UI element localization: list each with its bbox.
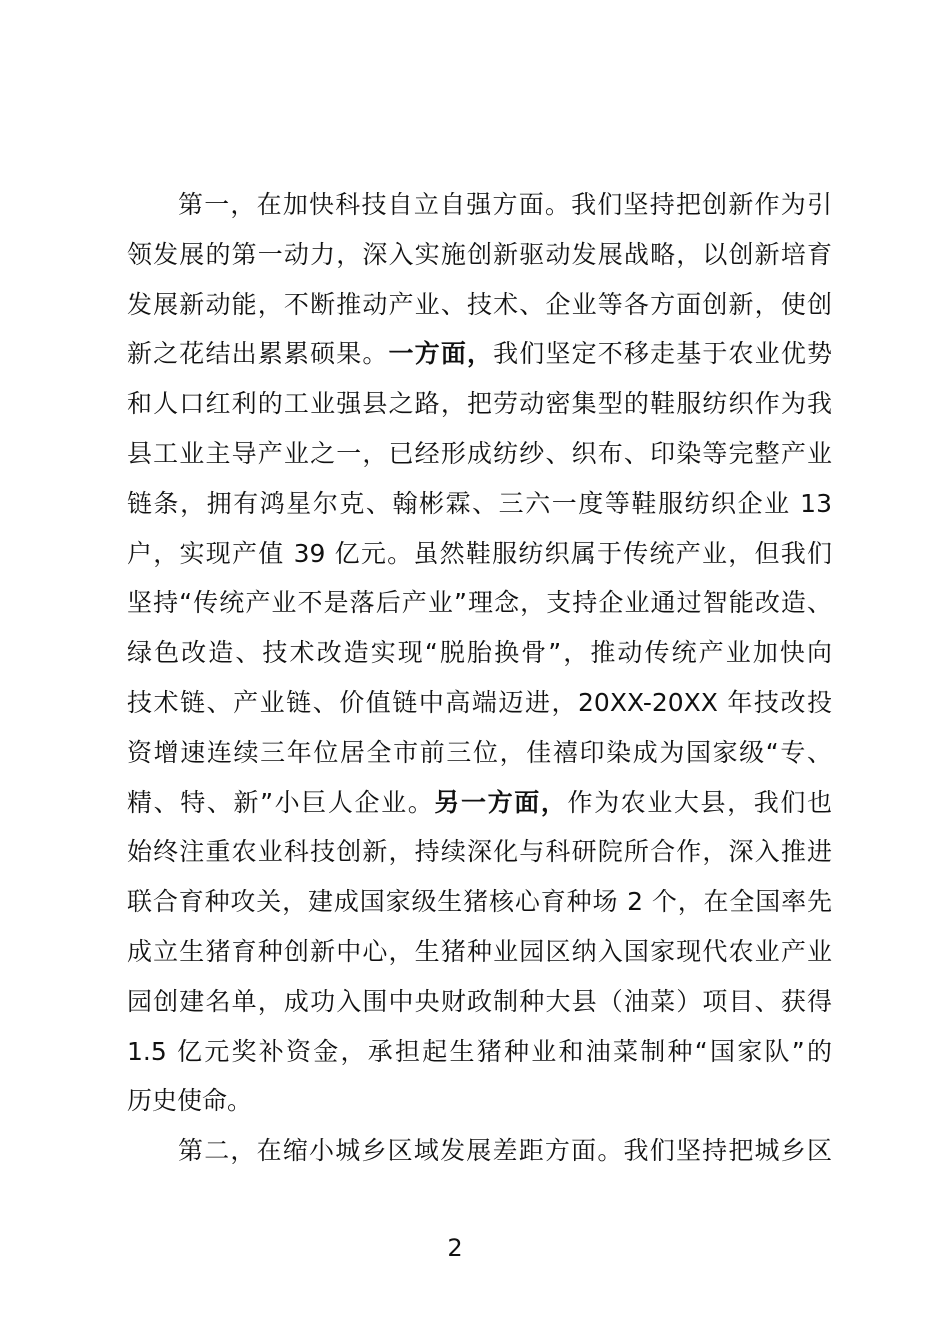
text-line <box>127 180 832 230</box>
text-line: 资增速连续三年位居全市前三位，佳禧印染成为国家级“专、 <box>127 737 832 767</box>
text-line: 历史使命。 <box>127 1086 253 1116</box>
paragraph-1 <box>127 180 832 1126</box>
text-line: 联合育种攻关，建成国家级生猪核心育种场 2 个，在全国率先 <box>127 887 832 917</box>
text-line: 链条，拥有鸿星尔克、翰彬霖、三六一度等鞋服纺织企业 13 <box>127 488 832 518</box>
text-line <box>127 778 832 828</box>
text-line: 绿色改造、技术改造实现“脱胎换骨”，推动传统产业加快向 <box>127 638 832 668</box>
text-line: 和人口红利的工业强县之路，把劳动密集型的鞋服纺织作为我 <box>127 389 832 419</box>
line-text: 新之花结出累累硕果。 <box>127 339 389 369</box>
line-text: 在缩小城乡区域发展差距方面。我们坚持把城乡区 <box>256 1136 832 1166</box>
text-line: 1.5 亿元奖补资金，承担起生猪种业和油菜制种“国家队”的 <box>127 1036 832 1066</box>
text-line: 坚持“传统产业不是落后产业”理念，支持企业通过智能改造、 <box>127 588 832 618</box>
paragraph-lead: 第一， <box>178 190 257 219</box>
text-line: 户，实现产值 39 亿元。虽然鞋服纺织属于传统产业，但我们 <box>127 538 832 568</box>
line-text: 我们坚定不移走基于农业优势 <box>493 339 832 369</box>
bold-phrase: 一方面， <box>388 339 494 369</box>
line-text: 作为农业大县，我们也 <box>567 787 832 817</box>
text-line: 成立生猪育种创新中心，生猪种业园区纳入国家现代农业产业 <box>127 936 832 966</box>
text-line <box>127 329 832 379</box>
text-line: 始终注重农业科技创新，持续深化与科研院所合作，深入推进 <box>127 837 832 867</box>
text-line <box>127 1126 832 1176</box>
text-line: 发展新动能，不断推动产业、技术、企业等各方面创新，使创 <box>127 289 832 319</box>
document-body <box>127 180 832 1176</box>
text-line: 技术链、产业链、价值链中高端迈进，20XX-20XX 年技改投 <box>127 687 832 717</box>
text-line: 园创建名单，成功入围中央财政制种大县（油菜）项目、获得 <box>127 986 832 1016</box>
text-line: 县工业主导产业之一，已经形成纺纱、织布、印染等完整产业 <box>127 438 832 468</box>
line-text: 精、特、新”小巨人企业。 <box>127 787 435 817</box>
line-text: 在加快科技自立自强方面。我们坚持把创新作为引 <box>256 190 832 219</box>
bold-phrase: 另一方面， <box>434 787 568 817</box>
paragraph-lead: 第二， <box>178 1136 257 1166</box>
text-line: 领发展的第一动力，深入实施创新驱动发展战略，以创新培育 <box>127 239 832 269</box>
page-number: 2 <box>447 1234 463 1262</box>
paragraph-2 <box>127 1126 832 1176</box>
